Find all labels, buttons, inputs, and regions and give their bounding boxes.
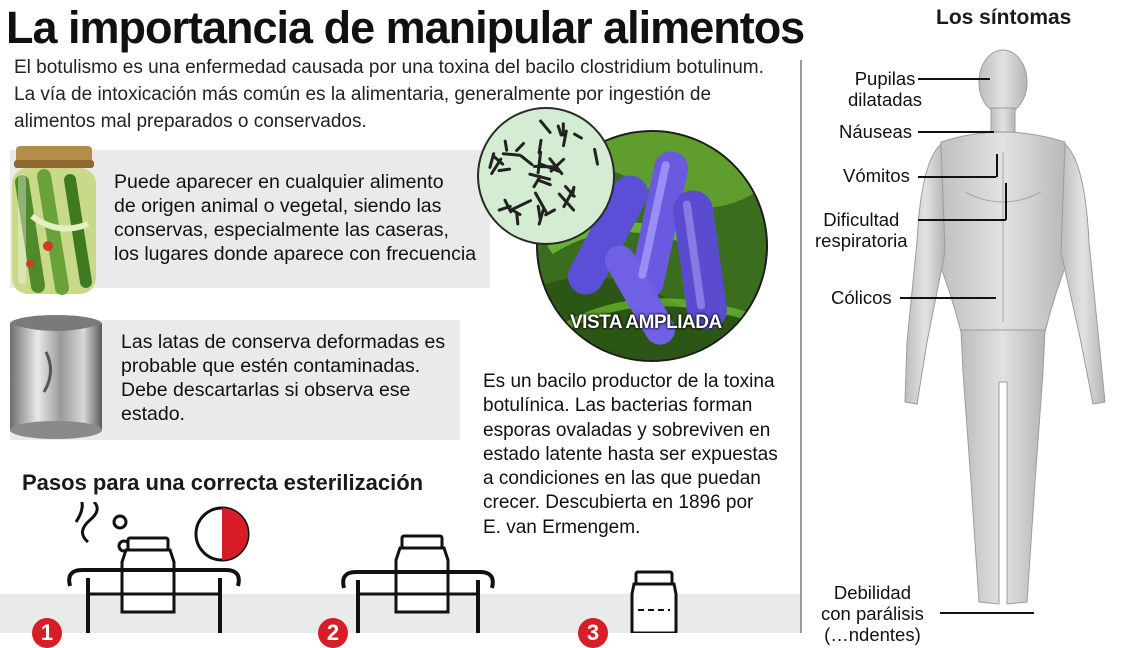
pointer-line bbox=[918, 176, 996, 178]
pointer-line bbox=[918, 219, 1006, 221]
dented-can-icon bbox=[6, 312, 108, 451]
symptom-label: Cólicos bbox=[831, 287, 892, 308]
page-title: La importancia de manipular alimentos bbox=[6, 2, 805, 53]
pointer-line bbox=[996, 154, 998, 177]
symptom-label: Vómitos bbox=[843, 165, 910, 186]
bacillus-line: Es un bacilo productor de la toxina bbox=[483, 371, 775, 392]
cooling-pot-icon bbox=[340, 532, 500, 638]
symptom-vomiting bbox=[843, 165, 910, 186]
symptom-label: con parálisis bbox=[821, 603, 924, 624]
pointer-line bbox=[918, 131, 994, 133]
symptom-label: Debilidad bbox=[833, 582, 911, 603]
pointer-line bbox=[900, 297, 996, 299]
symptom-cramps bbox=[831, 287, 892, 308]
symptom-label: dilatadas bbox=[848, 89, 923, 110]
bacterium-rod bbox=[505, 141, 507, 150]
box1-line: Puede aparecer en cualquier alimento bbox=[114, 171, 444, 193]
symptom-label: Pupilas bbox=[854, 68, 916, 89]
box2-line: Debe descartarlas si observa ese bbox=[121, 379, 411, 401]
sealed-jar-icon bbox=[628, 570, 680, 638]
symptom-label: Náuseas bbox=[839, 121, 913, 142]
step-number-1: 1 bbox=[32, 618, 62, 648]
bacillus-line: E. van Ermengem. bbox=[483, 516, 641, 538]
box1-line: de origen animal o vegetal, siendo las bbox=[114, 195, 442, 217]
symptom-breathing bbox=[815, 209, 908, 251]
bacillus-description bbox=[483, 370, 803, 540]
box2-line: probable que estén contaminadas. bbox=[121, 355, 421, 377]
bacillus-line: estado latente hasta ser expuestas bbox=[483, 443, 778, 465]
box2-line: Las latas de conserva deformadas es bbox=[121, 331, 446, 353]
intro-line-2: La vía de intoxicación más común es la alimentaria, generalmente por ingestión de bbox=[14, 84, 712, 105]
bacillus-line: esporas ovaladas y sobreviven en bbox=[483, 419, 771, 441]
section-divider bbox=[800, 60, 802, 633]
bacillus-line: crecer. Descubierta en 1896 por bbox=[483, 492, 754, 514]
steps-title: Pasos para una correcta esterilización bbox=[22, 470, 424, 495]
bacillus-line: botulínica. Las bacterias forman bbox=[483, 395, 753, 417]
box1-text bbox=[114, 170, 476, 266]
pointer-line bbox=[918, 78, 990, 80]
intro-line-1: El botulismo es una enfermedad causada por una toxina del bacilo clostridium botulinum. bbox=[14, 57, 764, 78]
box1-line: los lugares donde aparece con frecuencia bbox=[114, 243, 477, 265]
step-number-2: 2 bbox=[318, 618, 348, 648]
intro-line-3: alimentos mal preparados o conservados. bbox=[14, 111, 367, 132]
step-number-3: 3 bbox=[578, 618, 608, 648]
box1-line: conservas, especialmente las caseras, bbox=[114, 219, 449, 241]
bacillus-line: a condiciones en las que puedan bbox=[483, 468, 761, 490]
symptoms-title: Los síntomas bbox=[936, 6, 1072, 29]
pointer-line bbox=[1005, 183, 1007, 220]
pointer-line bbox=[940, 612, 1034, 614]
symptom-pupils bbox=[848, 68, 922, 110]
bacterium-rod bbox=[499, 169, 510, 171]
box2-line: estado. bbox=[121, 403, 185, 425]
timer-icon bbox=[192, 504, 252, 569]
box2-text bbox=[121, 330, 445, 426]
bacterium-rod bbox=[503, 154, 519, 156]
magnified-view-label: VISTA AMPLIADA bbox=[570, 312, 722, 333]
symptom-label: respiratoria bbox=[815, 230, 908, 251]
symptom-weakness bbox=[821, 582, 924, 645]
bacteria-culture-image bbox=[476, 106, 616, 251]
pickle-jar-icon bbox=[8, 146, 100, 303]
symptom-label: (…ndentes) bbox=[824, 624, 921, 645]
symptom-nausea bbox=[839, 121, 912, 142]
symptom-label: Dificultad bbox=[823, 209, 900, 230]
